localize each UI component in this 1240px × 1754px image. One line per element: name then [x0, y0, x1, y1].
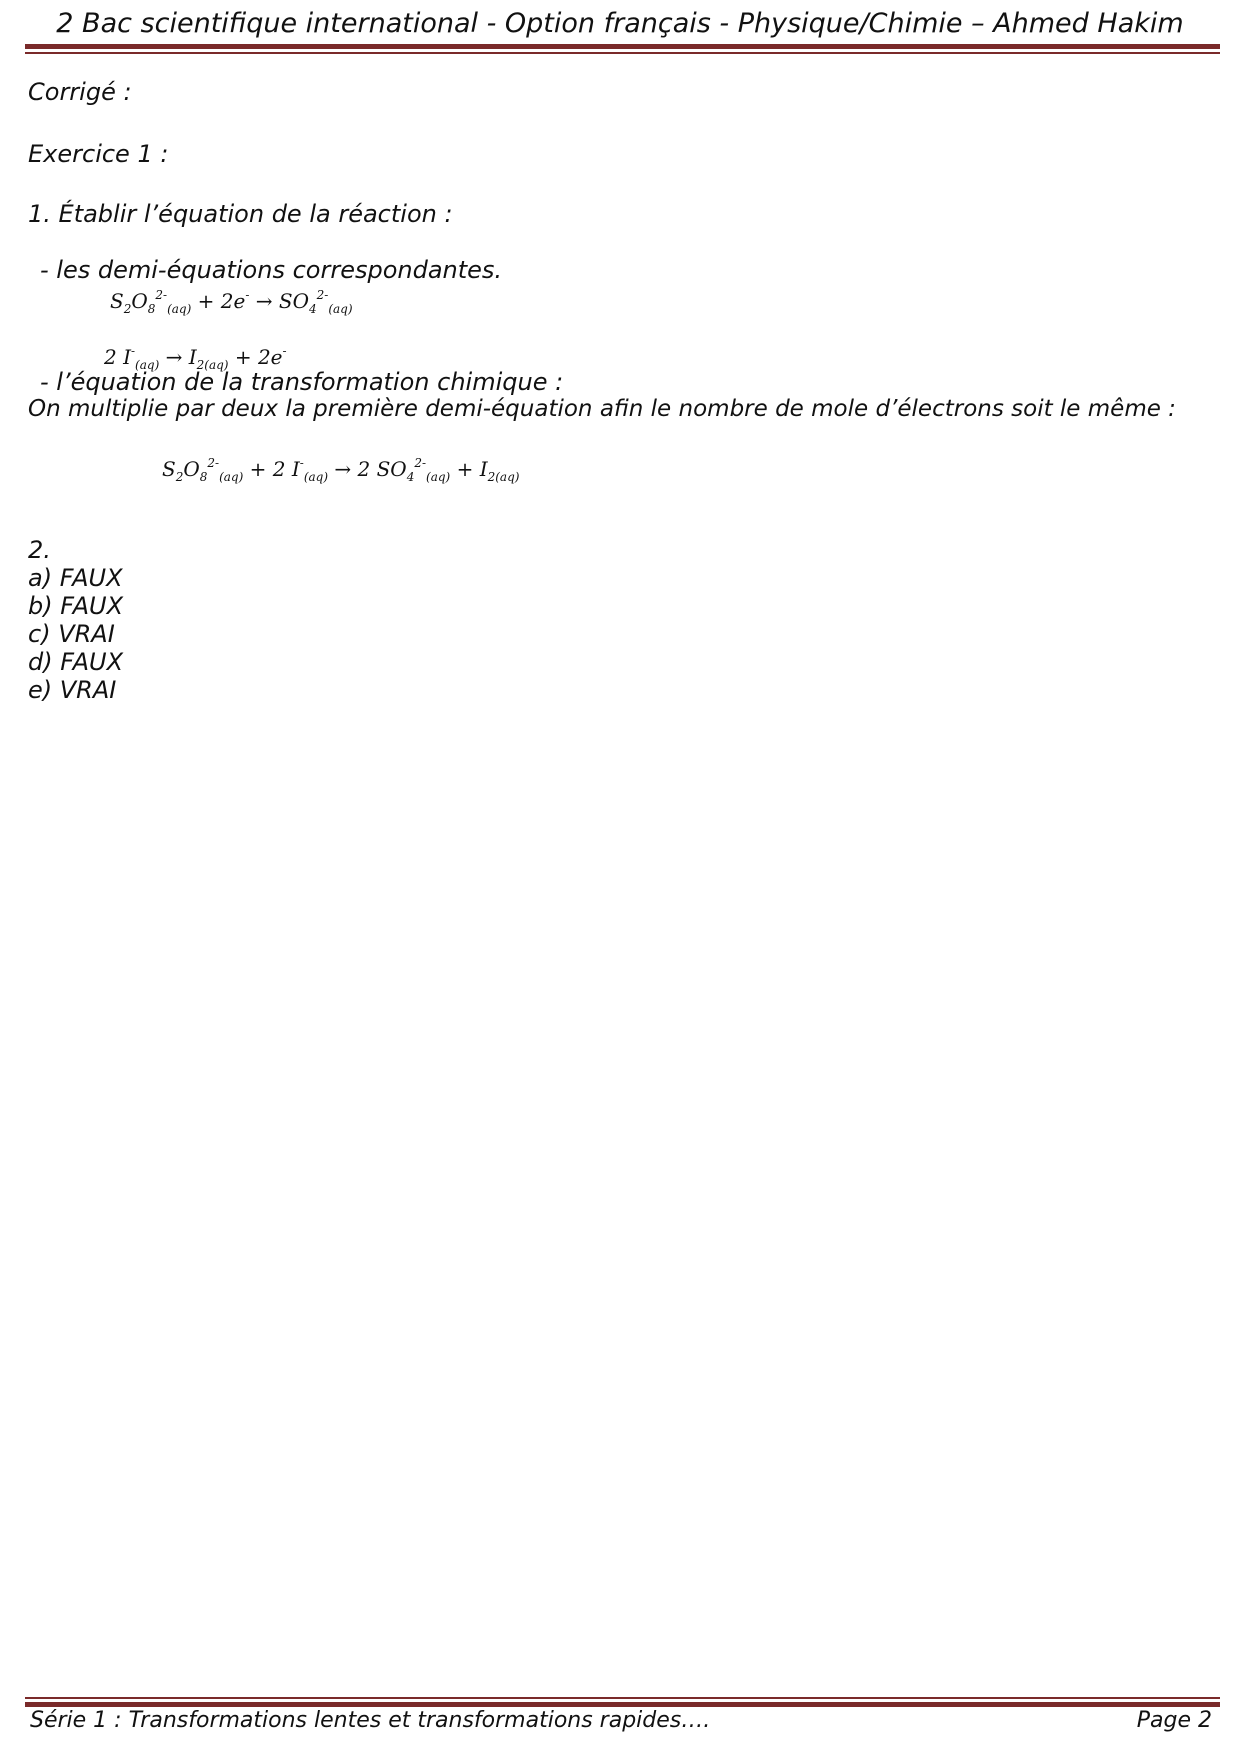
header-rule-thin — [25, 52, 1220, 54]
answer-e: e) VRAI — [28, 676, 117, 704]
half-equation-1: $S_2O_8^{2-}_{(aq)} + 2e^- \to SO_4^{2-}_{(aq)}$ — [110, 288, 353, 316]
footer-rule — [25, 1702, 1220, 1707]
answer-b: b) FAUX — [28, 592, 124, 620]
transformation-label: - l’équation de la transformation chimique : — [40, 368, 564, 396]
multiplication-note: On multiplie par deux la première demi-équation afin le nombre de mole d’électrons soit le même : — [28, 396, 1176, 422]
footer-rule-thin — [25, 1697, 1220, 1699]
header-rule — [25, 44, 1220, 49]
footer-series-title: Série 1 : Transformations lentes et transformations rapides…. — [30, 1708, 711, 1733]
answer-a: a) FAUX — [28, 564, 123, 592]
question-1-heading: 1. Établir l’équation de la réaction : — [28, 200, 453, 228]
footer-page-number: Page 2 — [1136, 1708, 1212, 1733]
page-header-title: 2 Bac scientifique international - Option français - Physique/Chimie – Ahmed Hakim — [56, 8, 1184, 39]
answer-c: c) VRAI — [28, 620, 115, 648]
half-equation-2: 2 $I^-_{(aq)} \to I_{2(aq)} + 2e^-$ — [104, 344, 287, 372]
global-equation: $S_2O_8^{2-}_{(aq)} + 2$ $I^-_{(aq)} \to 2$ $SO_4^{2-}_{(aq)} + I_{2(aq)}$ — [162, 456, 520, 484]
exercise-title: Exercice 1 : — [28, 140, 169, 168]
corrige-label: Corrigé : — [28, 78, 132, 106]
question-2-heading: 2. — [28, 536, 51, 564]
demi-equations-label: - les demi-équations correspondantes. — [40, 256, 503, 284]
answer-d: d) FAUX — [28, 648, 124, 676]
